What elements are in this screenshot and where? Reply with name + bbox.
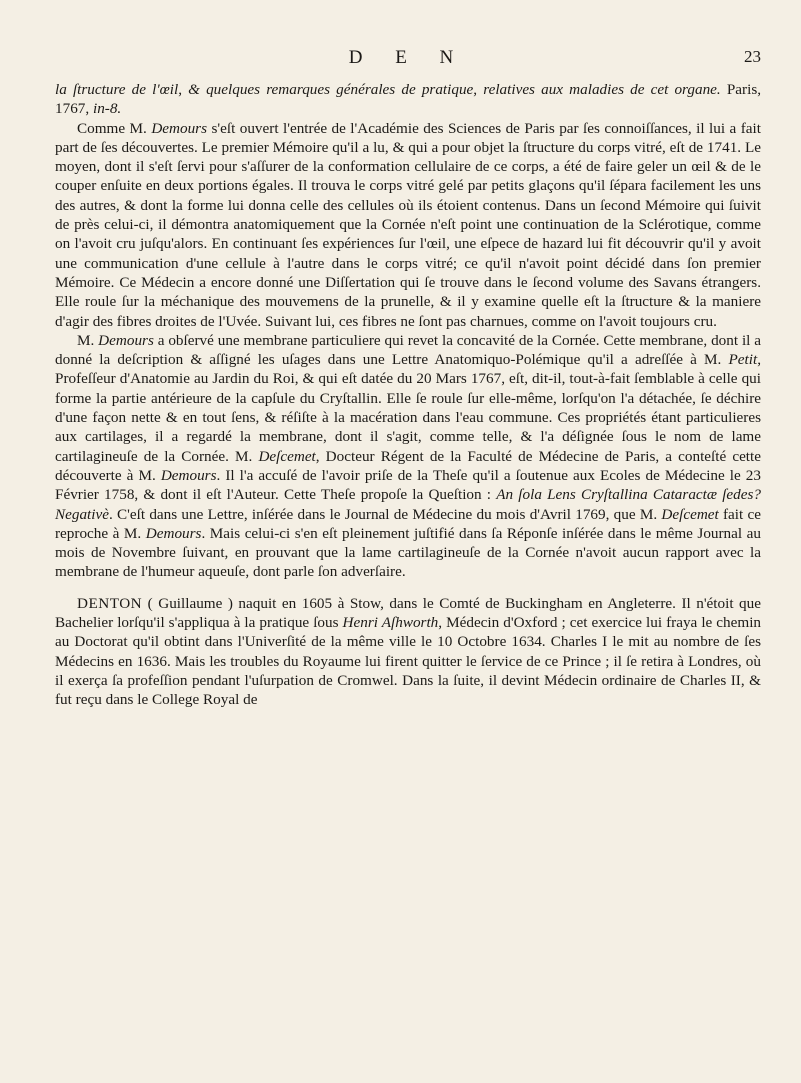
- running-head-title: D E N: [348, 47, 468, 68]
- entry-headword: DENTON: [77, 594, 143, 612]
- text-run: M.: [77, 331, 99, 349]
- italic-text: An ſola Lens Cryſtallina Cataractæ ſedes? Negativè: [55, 486, 761, 523]
- paragraph-denton-entry: [55, 594, 761, 710]
- italic-text: Deſcemet: [258, 447, 316, 465]
- italic-text: Henri Aſhworth: [342, 614, 439, 632]
- text-run: , Docteur Régent de la Faculté de Médecine de Paris, a conteſté cette découverte à M.: [55, 447, 761, 484]
- italic-text: in-8.: [92, 100, 122, 118]
- italic-text: la ſtructure de l'œil: [55, 81, 179, 98]
- paragraph-memoire: [55, 119, 761, 331]
- text-run: Paris, 1767,: [55, 81, 762, 118]
- text-run: . C'eſt dans une Lettre, inſérée dans le Journal de Médecine du mois d'Avril 1769, que M.: [108, 505, 662, 523]
- text-run: . Il l'a accuſé de l'avoir priſe de la Theſe qu'il a ſoutenue aux Ecoles de Médecine le 23 Février 1758, & dont il eſt l'Auteur. Cette Theſe propoſe la Queſtion :: [55, 466, 761, 504]
- body-text: [55, 80, 761, 710]
- italic-text: Demours: [151, 119, 207, 137]
- running-head: [55, 47, 761, 73]
- text-run: , Médecin d'Oxford ; cet exercice lui fraya le chemin au Doctorat qu'il obtint dans l'Univerſité de la même ville le 10 Octobre 1634. Charles I le mit au nombre de ſes Médecins en 1636. Mais les troubles du Royaume lui firent quitter le ſervice de ce Prince ; il ſe retira à Londres, où il exerça ſa profeſſion pendant l'uſurpation de Cromwel. Dans la ſuite, il devint Médecin ordinaire de Charles II, & fut reçu dans le College Royal de: [55, 614, 762, 709]
- text-run: s'eſt ouvert l'entrée de l'Académie des Sciences de Paris par ſes connoiſſances, il lui a fait part de ſes découvertes. Le premier Mémoire qu'il a lu, & qui a pour objet la ſtructure du corps vitré, eſt de 1741. Le moyen, dont il s'eſt ſervi pour s'aſſurer de la conformation cellulaire de ce corps, a été de faire geler un œil & de le couper enſuite en deux portions égales. Il trouva le corps vitré gelé par petits glaçons qu'il ſépara facilement les uns des autres, & dont la forme lui donna celle des cellules où ils étoient contenus. Dans un ſecond Mémoire qui ſuivit de près celui-ci, il démontra anatomiquement que la Cornée n'eſt point une continuation de la Sclérotique, comme on l'avoit cru juſqu'alors. En continuant ſes expériences ſur l'œil, une eſpece de hazard lui fit découvrir qu'il y avoit une communication d'une cellule à l'autre dans le corps vitré; ce qu'il n'avoit point décidé dans ſon premier Mémoire. Ce Médecin a encore donné une Diſſertation qui ſe trouve dans le ſecond volume des Savans étrangers. Elle roule ſur la méchanique des mouvemens de la prunelle, & il y examine quelle eſt la ſtructure & la maniere d'agir des fibres droites de l'Uvée. Suivant lui, ces fibres ne ſont pas charnues, comme on l'avoit toujours cru.: [55, 119, 761, 330]
- italic-text: Demours: [98, 331, 154, 349]
- italic-text: Petit: [728, 351, 758, 369]
- text-run: ( Guillaume ) naquit en 1605 à Stow, dans le Comté de Buckingham en Angleterre. Il n'étoit que Bachelier lorſqu'il s'appliqua à la pratique ſous: [55, 594, 761, 632]
- italic-text: Deſcemet: [661, 505, 719, 523]
- page-number: 23: [744, 47, 761, 66]
- italic-text: & quelques remarques générales de pratique: [188, 81, 474, 98]
- italic-text: Demours: [145, 524, 202, 542]
- italic-text: relatives aux maladies de cet organe.: [483, 81, 721, 98]
- text-run: fait ce reproche à M.: [55, 505, 761, 542]
- text-run: . Mais celui-ci s'en eſt pleinement juſtifié dans ſa Réponſe inſérée dans le même Journal au mois de Novembre ſuivant, en prouvant que la lame cartilagineuſe de la Cornée n'avoit aucun rapport avec la membrane de l'humeur aqueuſe, dont parle ſon adverſaire.: [55, 524, 761, 581]
- text-run: Comme M.: [77, 119, 152, 137]
- text-run: a obſervé une membrane particuliere qui revet la concavité de la Cornée. Cette membrane, dont il a donné la deſcription & aſſigné les uſages dans une Lettre Anatomiquo-Polémique qu'il a adreſſée à M.: [55, 331, 761, 369]
- text-run: ,: [178, 81, 189, 98]
- italic-text: Demours: [160, 466, 217, 484]
- paragraph-cornee: [55, 331, 761, 582]
- text-run: ,: [473, 81, 484, 98]
- paragraph-continuation: [55, 80, 761, 119]
- text-run: , Profeſſeur d'Anatomie au Jardin du Roi, & qui eſt datée du 20 Mars 1767, eſt, dit-il, tout-à-fait ſemblable à celle qui forme la partie antérieure de la capſule du Cryſtallin. Elle ſe roule ſur elle-même, lorſqu'on l'a détachée, ſe déchire d'une façon nette & en tout ſens, & réſiſte à la macération dans l'eau commune. Ces propriétés étant particulieres aux cartilages, il a regardé la membrane, dont il s'agit, comme telle, & l'a déſignée ſous le nom de lame cartilagineuſe de la Cornée. M.: [55, 351, 761, 465]
